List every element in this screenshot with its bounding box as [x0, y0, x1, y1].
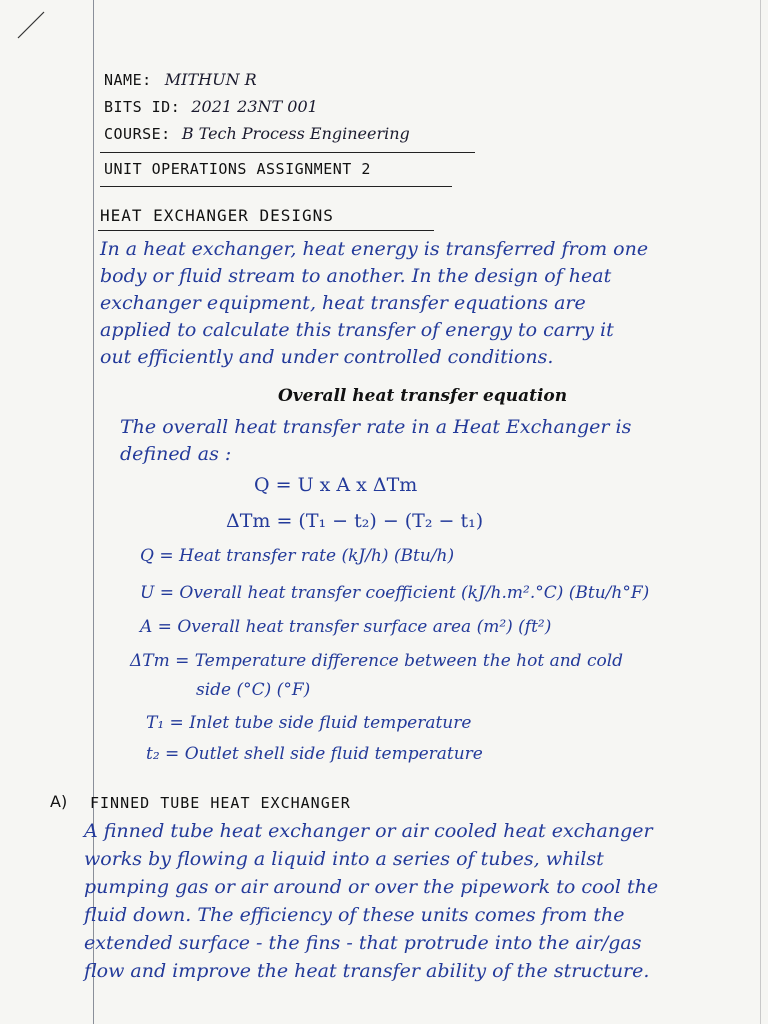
margin-line	[93, 0, 94, 1024]
course-label: COURSE:	[104, 125, 171, 143]
symbol-definition: t₂ = Outlet shell side fluid temperature	[146, 744, 483, 764]
body-line: flow and improve the heat transfer ability of the structure.	[84, 960, 650, 982]
id-row	[104, 97, 318, 116]
intro-line: exchanger equipment, heat transfer equations are	[100, 292, 586, 314]
equation-delta-tm: ΔTm = (T₁ − t₂) − (T₂ − t₁)	[226, 510, 484, 532]
section-title-underline	[98, 230, 434, 231]
definition-line: The overall heat transfer rate in a Heat Exchanger is	[120, 416, 632, 438]
id-label: BITS ID:	[104, 98, 181, 116]
name-label: NAME:	[104, 71, 152, 89]
equation-q: Q = U x A x ΔTm	[254, 474, 418, 496]
intro-line: applied to calculate this transfer of energy to carry it	[100, 319, 614, 341]
symbol-definition: Q = Heat transfer rate (kJ/h) (Btu/h)	[140, 546, 455, 566]
pen-stroke-mark	[0, 0, 60, 50]
id-value: 2021 23NT 001	[191, 97, 318, 116]
section-title-finned-tube: FINNED TUBE HEAT EXCHANGER	[90, 794, 351, 812]
subheading-overall-equation: Overall heat transfer equation	[278, 386, 568, 406]
body-line: works by flowing a liquid into a series of tubes, whilst	[84, 848, 604, 870]
symbol-definition: side (°C) (°F)	[196, 680, 311, 700]
symbol-definition: U = Overall heat transfer coefficient (kJ/h.m².°C) (Btu/h°F)	[140, 583, 650, 603]
intro-line: out efficiently and under controlled conditions.	[100, 346, 554, 368]
section-title-heat-exchanger-designs: HEAT EXCHANGER DESIGNS	[100, 206, 334, 225]
body-line: extended surface - the fins - that protrude into the air/gas	[84, 932, 642, 954]
section-marker-a: A)	[50, 792, 68, 811]
body-line: pumping gas or air around or over the pipework to cool the	[84, 876, 659, 898]
name-value: MITHUN R	[164, 70, 257, 89]
assignment-title: UNIT OPERATIONS ASSIGNMENT 2	[104, 160, 371, 178]
symbol-definition: A = Overall heat transfer surface area (m²) (ft²)	[140, 617, 552, 637]
symbol-definition: T₁ = Inlet tube side fluid temperature	[146, 713, 472, 733]
assignment-underline	[100, 186, 452, 187]
course-row	[104, 124, 410, 143]
symbol-definition: ΔTm = Temperature difference between the hot and cold	[130, 651, 624, 671]
right-margin-line	[760, 0, 761, 1024]
body-line: A finned tube heat exchanger or air cooled heat exchanger	[84, 820, 653, 842]
course-underline	[100, 152, 475, 153]
intro-line: body or fluid stream to another. In the design of heat	[100, 265, 612, 287]
definition-line: defined as :	[120, 443, 232, 465]
name-row	[104, 70, 257, 89]
body-line: fluid down. The efficiency of these units comes from the	[84, 904, 625, 926]
course-value: B Tech Process Engineering	[181, 124, 410, 143]
intro-line: In a heat exchanger, heat energy is transferred from one	[100, 238, 649, 260]
